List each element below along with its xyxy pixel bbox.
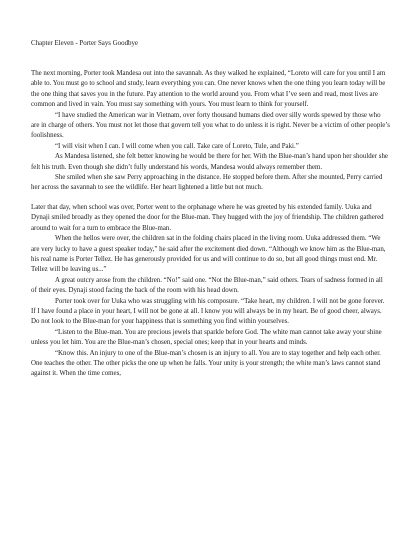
paragraph: “Know this. An injury to one of the Blue-man’s chosen is an injury to all. You are to stay together and help each other. One teaches the other. The other picks the one up when he falls. Your unity is your strength; the white man’s laws cannot stand against it. When the time comes, bbox=[31, 349, 381, 378]
chapter-body bbox=[31, 69, 390, 380]
paragraph: A great outcry arose from the children. “No!” said one. “Not the Blue-man,” said others. Tears of sadness formed in all of their eyes. Dynaji stood facing the back of the room with his head down. bbox=[31, 276, 383, 295]
paragraph: “I have studied the American war in Vietnam, over forty thousand humans died over silly words spewed by those who are in charge of others. You must not let those that govern tell you what to do unless it is right. Never be a victim of other people’s foolishness. bbox=[31, 111, 390, 140]
paragraph: “Listen to the Blue-man. You are precious jewels that sparkle before God. The white man cannot take away your shine unless you let him. You are the Blue-man’s chosen, special ones; keep that in your hearts and minds. bbox=[31, 328, 382, 347]
paragraph: Later that day, when school was over, Porter went to the orphanage where he was greeted by his extended family. Uuka and Dynaji smiled broadly as they opened the door for the Blue-man. They hugged with the joy of friendship. The children gathered around to wait for a turn to embrace the Blue-man. bbox=[31, 203, 384, 232]
paragraph: She smiled when she saw Perry approaching in the distance. He stopped before them. After she mounted, Perry carried her across the savannah to see the wildlife. Her heart lightened a little but not much. bbox=[31, 174, 383, 192]
paragraph: “I will visit when I can. I will come when you call. Take care of Loreto, Tule, and Paki.” bbox=[55, 142, 299, 150]
paragraph: Porter took over for Uuka who was struggling with his composure. “Take heart, my children. I will not be gone forever. If I have found a place in your heart, I will not be gone at all. I know you will always be in my heart. Be of good cheer, always. Do not look to the Blue-man for your happiness that is something you find within yourselves. bbox=[31, 297, 385, 326]
paragraph: As Mandesa listened, she felt better knowing he would be there for her. With the Blue-man’s hand upon her shoulder she felt his truth. Even though she didn’t fully understand his words, Mandesa would always remember them. bbox=[31, 153, 388, 171]
paragraph: The next morning, Porter took Mandesa out into the savannah. As they walked he explained, “Loreto will care for you until I am able to. You must go to school and study, learn everything you can. One never knows when the one thing you learn today will be the one thing that saves you in the future. Pay attention to the world around you. From what I’ve seen and read, most lives are common and lived in vain. You must say something with yours. You must learn to think for yourself. bbox=[31, 70, 386, 109]
section-break bbox=[31, 194, 390, 203]
chapter-title: Chapter Eleven - Porter Says Goodbye bbox=[31, 40, 138, 47]
paragraph: When the hellos were over, the children sat in the folding chairs placed in the living room. Uuka addressed them. “We are very lucky to have a guest speaker today,” he said after the excitement died down. “Although we know him as the Blue-man, his real name is Porter Tellez. He has generously provided for us and will continue to do so, but all good things must end. Mr. Tellez will be leaving us...” bbox=[31, 235, 386, 274]
